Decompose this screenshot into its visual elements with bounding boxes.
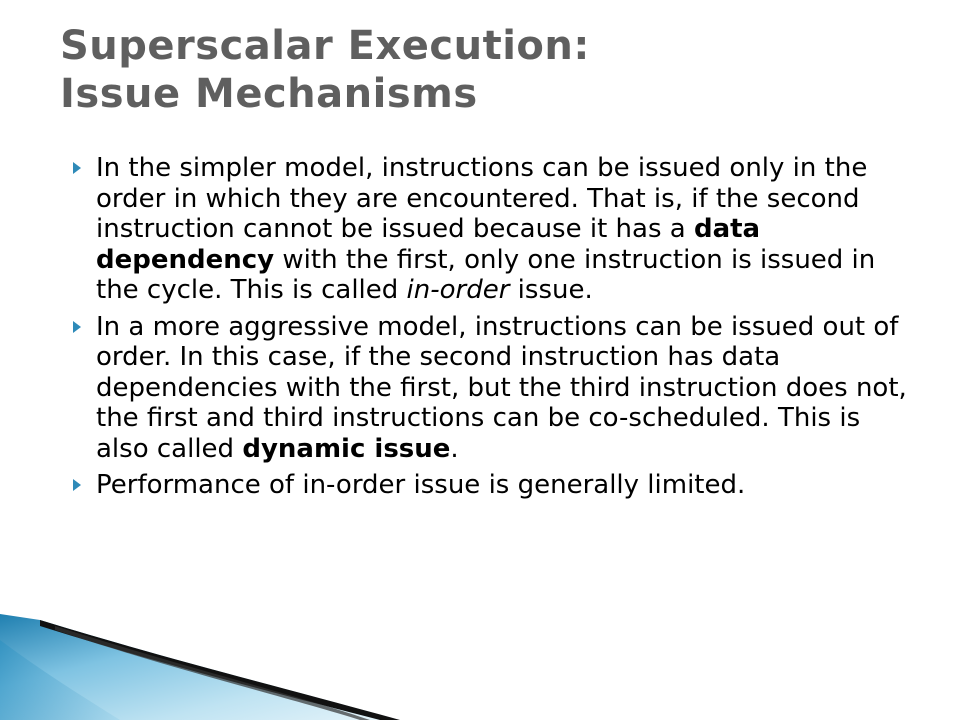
bullet-2-text-1: In a more aggressive model, instructions can be issued out of order. In this case, if the second instruction has data dependencies with the first, but the third instruction does not, the first and third instructions can be co-scheduled. This is also called [96,311,907,464]
bullet-1-bold-term: data dependency [96,214,761,275]
bullet-item-3 [70,470,920,501]
bullet-1-text-2: with the first, only one instruction is issued in the cycle. This is called [96,244,876,305]
title-line-2: Issue Mechanisms [60,71,478,117]
bullet-list [70,153,920,507]
bullet-1-text-1: In the simpler model, instructions can be issued only in the order in which they are encountered. That is, if the second instruction cannot be issued because it has a [96,153,868,244]
slide-title [60,22,920,118]
bullet-3-text-1: Performance of in-order issue is generally limited. [96,470,746,500]
bullet-item-2 [70,312,920,465]
bullet-2-bold-term: dynamic issue [242,433,451,464]
triangle-bullet-icon [73,479,81,491]
title-line-1: Superscalar Execution: [60,23,590,69]
bullet-1-italic-term: in-order [406,275,510,305]
triangle-bullet-icon [73,162,81,174]
bullet-2-text-2: . [450,433,459,464]
triangle-bullet-icon [73,321,81,333]
bullet-1-text-3: issue. [509,275,593,305]
decorative-wave-graphic [0,580,960,720]
bullet-item-1 [70,153,920,306]
